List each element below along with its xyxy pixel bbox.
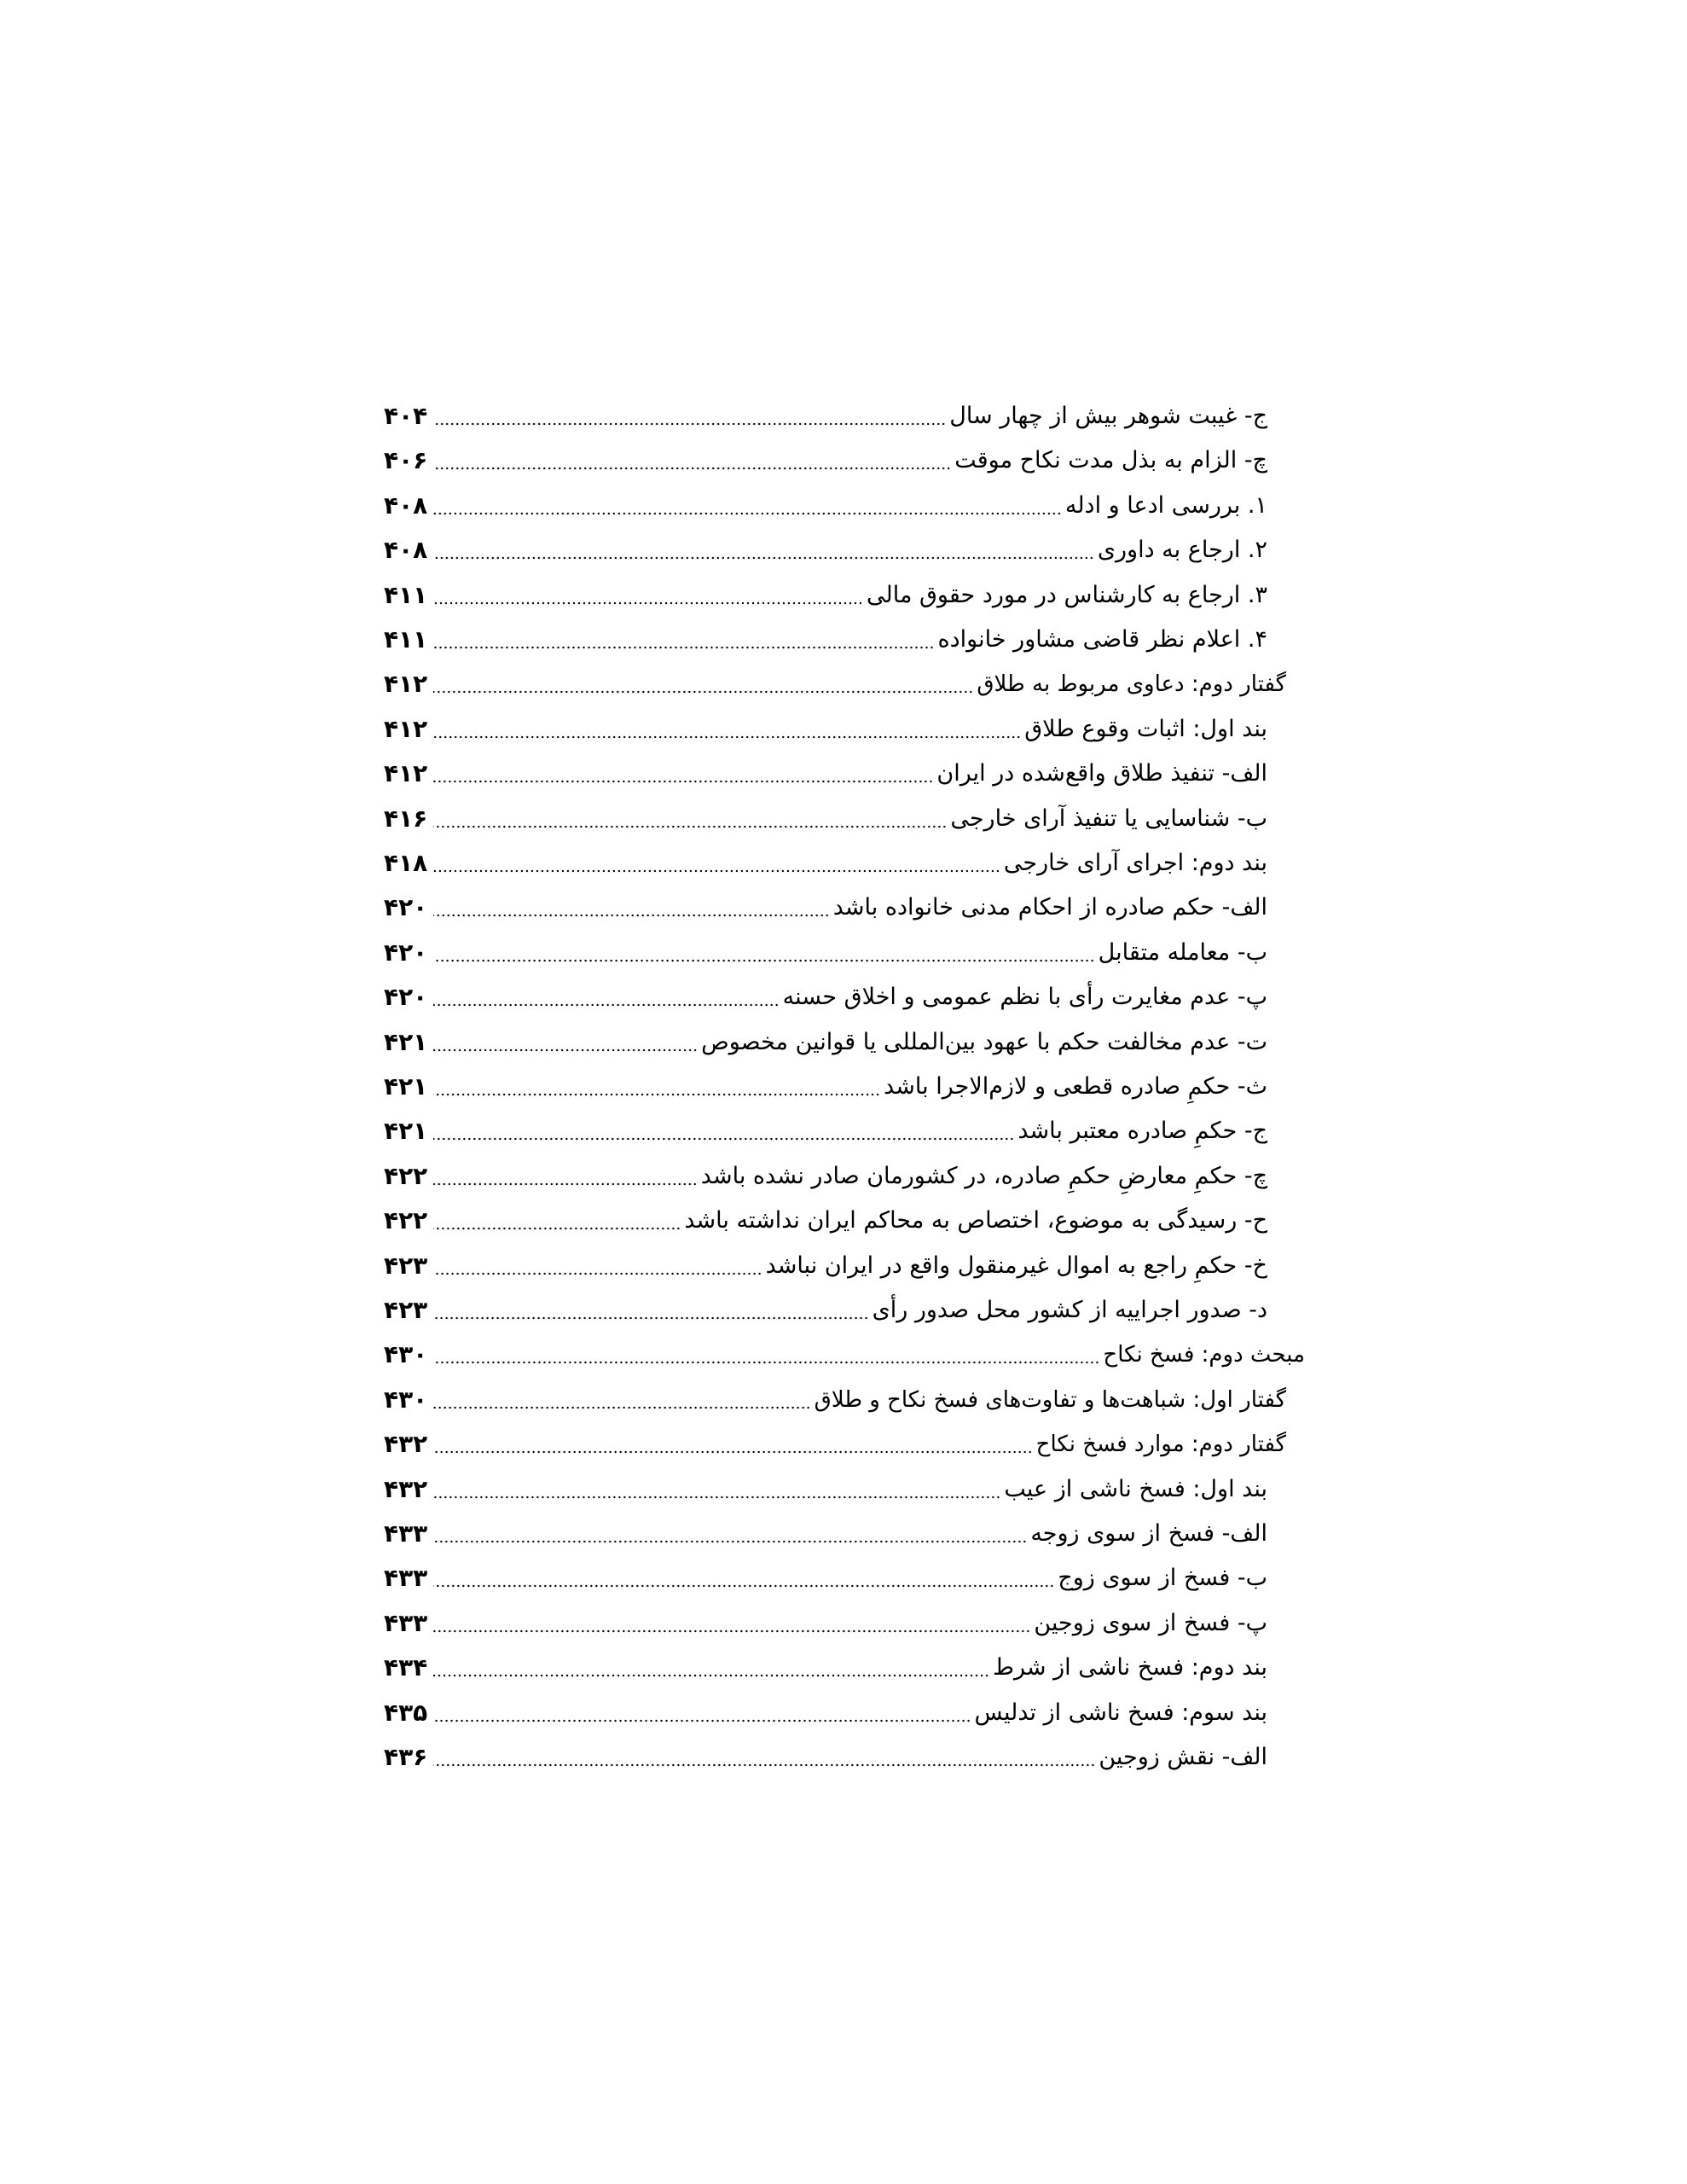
toc-entry-title: بند اول: فسخ ناشی از عیب <box>1004 1476 1267 1502</box>
toc-entry-title: گفتار دوم: دعاوی مربوط به طلاق <box>977 671 1286 697</box>
dot-leader <box>433 887 830 918</box>
toc-entry-title: ۴. اعلام نظر قاضی مشاور خانواده <box>937 626 1267 653</box>
toc-entry-title: الف- تنفیذ طلاق واقع‌شده در ایران <box>936 760 1267 787</box>
toc-entry-title: بند اول: اثبات وقوع طلاق <box>1024 716 1267 742</box>
dot-leader <box>433 1156 698 1187</box>
toc-entry-title: ح- رسیدگی به موضوع، اختصاص به محاکم ایران نداشته باشد <box>684 1207 1267 1234</box>
toc-entry-title: چ- الزام به بذل مدت نکاح موقت <box>954 447 1267 473</box>
toc-entry <box>384 1507 1305 1551</box>
toc-entry <box>384 1686 1305 1730</box>
dot-leader <box>433 1022 698 1053</box>
toc-entry-title: گفتار اول: شباهت‌ها و تفاوت‌های فسخ نکاح و طلاق <box>814 1387 1286 1413</box>
toc-entry <box>384 746 1305 791</box>
toc-entry-page-number: ۴۲۰ <box>384 983 428 1011</box>
toc-entry-page-number: ۴۲۳ <box>384 1252 428 1280</box>
dot-leader <box>433 1246 762 1276</box>
toc-entry-title: ب- معامله متقابل <box>1098 939 1267 966</box>
dot-leader <box>433 664 973 694</box>
dot-leader <box>433 1603 1030 1634</box>
toc-entry-page-number: ۴۱۲ <box>384 759 428 787</box>
toc-entry <box>384 1596 1305 1641</box>
dot-leader <box>433 1111 1014 1141</box>
dot-leader <box>433 1693 971 1723</box>
dot-leader <box>433 1469 1000 1500</box>
toc-entry-title: الف- فسخ از سوی زوجه <box>1030 1520 1267 1547</box>
toc-entry-page-number: ۴۲۱ <box>384 1028 428 1056</box>
toc-entry-page-number: ۴۲۲ <box>384 1162 428 1190</box>
toc-entry-page-number: ۴۲۱ <box>384 1117 428 1145</box>
toc-entry-title: الف- نقش زوجین <box>1099 1744 1267 1770</box>
toc-entry-title: ۲. ارجاع به داوری <box>1097 537 1267 563</box>
toc-entry <box>384 613 1305 657</box>
toc-entry-title: الف- حکم صادره از احکام مدنی خانواده باشد <box>832 894 1267 921</box>
toc-entry <box>384 1149 1305 1194</box>
toc-entry <box>384 1373 1305 1417</box>
toc-entry <box>384 523 1305 567</box>
toc-entry-title: ب- شناسایی یا تنفیذ آرای خارجی <box>950 805 1267 832</box>
toc-entry-page-number: ۴۳۴ <box>384 1653 428 1682</box>
toc-entry <box>384 1104 1305 1148</box>
toc-entry-title: بند دوم: اجرای آرای خارجی <box>1003 850 1267 876</box>
toc-entry-title: ۳. ارجاع به کارشناس در مورد حقوق مالی <box>866 582 1267 608</box>
toc-entry-page-number: ۴۲۳ <box>384 1296 428 1324</box>
toc-entry-page-number: ۴۳۲ <box>384 1475 428 1503</box>
dot-leader <box>433 485 1062 516</box>
table-of-contents <box>384 389 1305 1788</box>
dot-leader <box>433 753 933 784</box>
dot-leader <box>433 932 1095 963</box>
dot-leader <box>433 1290 869 1321</box>
dot-leader <box>433 1066 880 1097</box>
toc-entry <box>384 657 1305 701</box>
toc-entry <box>384 479 1305 523</box>
toc-entry-title: خ- حکمِ راجع به اموال غیرمنقول واقع در ایران نباشد <box>765 1252 1267 1279</box>
toc-entry-page-number: ۴۳۳ <box>384 1609 428 1637</box>
toc-entry-page-number: ۴۳۲ <box>384 1430 428 1458</box>
toc-entry-page-number: ۴۲۰ <box>384 893 428 921</box>
toc-entry-page-number: ۴۰۸ <box>384 491 428 520</box>
toc-entry <box>384 1551 1305 1595</box>
dot-leader <box>433 575 863 606</box>
dot-leader <box>433 799 947 829</box>
toc-entry-title: بند سوم: فسخ ناشی از تدلیس <box>974 1699 1267 1726</box>
dot-leader <box>433 440 951 471</box>
toc-entry <box>384 389 1305 433</box>
toc-entry-title: ج- غیبت شوهر بیش از چهار سال <box>949 403 1267 429</box>
dot-leader <box>433 843 1000 874</box>
toc-entry <box>384 1194 1305 1238</box>
toc-entry-title: گفتار دوم: موارد فسخ نکاح <box>1035 1432 1286 1457</box>
toc-entry-title: ب- فسخ از سوی زوج <box>1058 1565 1267 1591</box>
toc-entry-title: مبحث دوم: فسخ نکاح <box>1103 1342 1305 1368</box>
toc-entry <box>384 1060 1305 1104</box>
dot-leader <box>433 1424 1033 1455</box>
dot-leader <box>433 1200 681 1231</box>
toc-entry-page-number: ۴۲۰ <box>384 938 428 967</box>
dot-leader <box>433 530 1094 561</box>
dot-leader <box>433 1334 1099 1365</box>
toc-entry-page-number: ۴۳۶ <box>384 1743 428 1771</box>
toc-entry-title: د- صدور اجراییه از کشور محل صدور رأی <box>872 1297 1267 1323</box>
toc-entry <box>384 1283 1305 1327</box>
toc-entry-page-number: ۴۰۴ <box>384 402 428 430</box>
dot-leader <box>433 619 935 650</box>
dot-leader <box>433 1737 1095 1768</box>
toc-entry-page-number: ۴۱۲ <box>384 670 428 698</box>
toc-entry <box>384 568 1305 613</box>
dot-leader <box>433 1380 811 1410</box>
toc-entry <box>384 792 1305 836</box>
toc-entry <box>384 1730 1305 1774</box>
dot-leader <box>433 709 1021 740</box>
toc-entry-title: ث- حکمِ صادره قطعی و لازم‌الاجرا باشد <box>884 1073 1267 1100</box>
toc-entry-page-number: ۴۳۰ <box>384 1340 428 1368</box>
toc-entry <box>384 1239 1305 1283</box>
toc-entry-title: ۱. بررسی ادعا و ادله <box>1064 492 1267 519</box>
toc-entry-page-number: ۴۱۱ <box>384 581 428 609</box>
toc-entry-title: چ- حکمِ معارضِ حکمِ صادره، در کشورمان صادر نشده باشد <box>700 1163 1267 1189</box>
toc-entry-page-number: ۴۳۰ <box>384 1385 428 1414</box>
toc-entry-title: پ- فسخ از سوی زوجین <box>1034 1610 1267 1636</box>
toc-entry-page-number: ۴۲۲ <box>384 1206 428 1234</box>
toc-entry-page-number: ۴۱۱ <box>384 625 428 653</box>
toc-entry <box>384 433 1305 478</box>
dot-leader <box>433 396 946 427</box>
dot-leader <box>433 977 780 1008</box>
toc-entry-page-number: ۴۲۱ <box>384 1072 428 1101</box>
toc-entry-page-number: ۴۱۶ <box>384 804 428 833</box>
dot-leader <box>433 1513 1027 1544</box>
toc-entry-title: بند دوم: فسخ ناشی از شرط <box>993 1654 1267 1681</box>
toc-entry <box>384 1015 1305 1060</box>
dot-leader <box>433 1558 1054 1589</box>
toc-entry <box>384 836 1305 880</box>
toc-entry-page-number: ۴۳۳ <box>384 1519 428 1548</box>
toc-entry-title: ج- حکمِ صادره معتبر باشد <box>1017 1118 1267 1144</box>
toc-entry-page-number: ۴۳۵ <box>384 1699 428 1727</box>
toc-entry-page-number: ۴۰۸ <box>384 536 428 564</box>
toc-entry-page-number: ۴۰۶ <box>384 446 428 474</box>
toc-entry <box>384 1641 1305 1685</box>
toc-entry <box>384 880 1305 925</box>
toc-entry-page-number: ۴۳۳ <box>384 1564 428 1592</box>
toc-entry-page-number: ۴۱۲ <box>384 715 428 743</box>
dot-leader <box>433 1647 989 1678</box>
toc-entry <box>384 1417 1305 1461</box>
toc-entry-page-number: ۴۱۸ <box>384 849 428 877</box>
toc-entry <box>384 702 1305 746</box>
toc-entry-title: پ- عدم مغایرت رأی با نظم عمومی و اخلاق حسنه <box>782 984 1267 1010</box>
toc-entry <box>384 970 1305 1014</box>
toc-entry <box>384 1327 1305 1372</box>
toc-entry-title: ت- عدم مخالفت حکم با عهود بین‌المللی یا قوانین مخصوص <box>701 1029 1267 1055</box>
toc-entry <box>384 926 1305 970</box>
toc-entry <box>384 1462 1305 1507</box>
